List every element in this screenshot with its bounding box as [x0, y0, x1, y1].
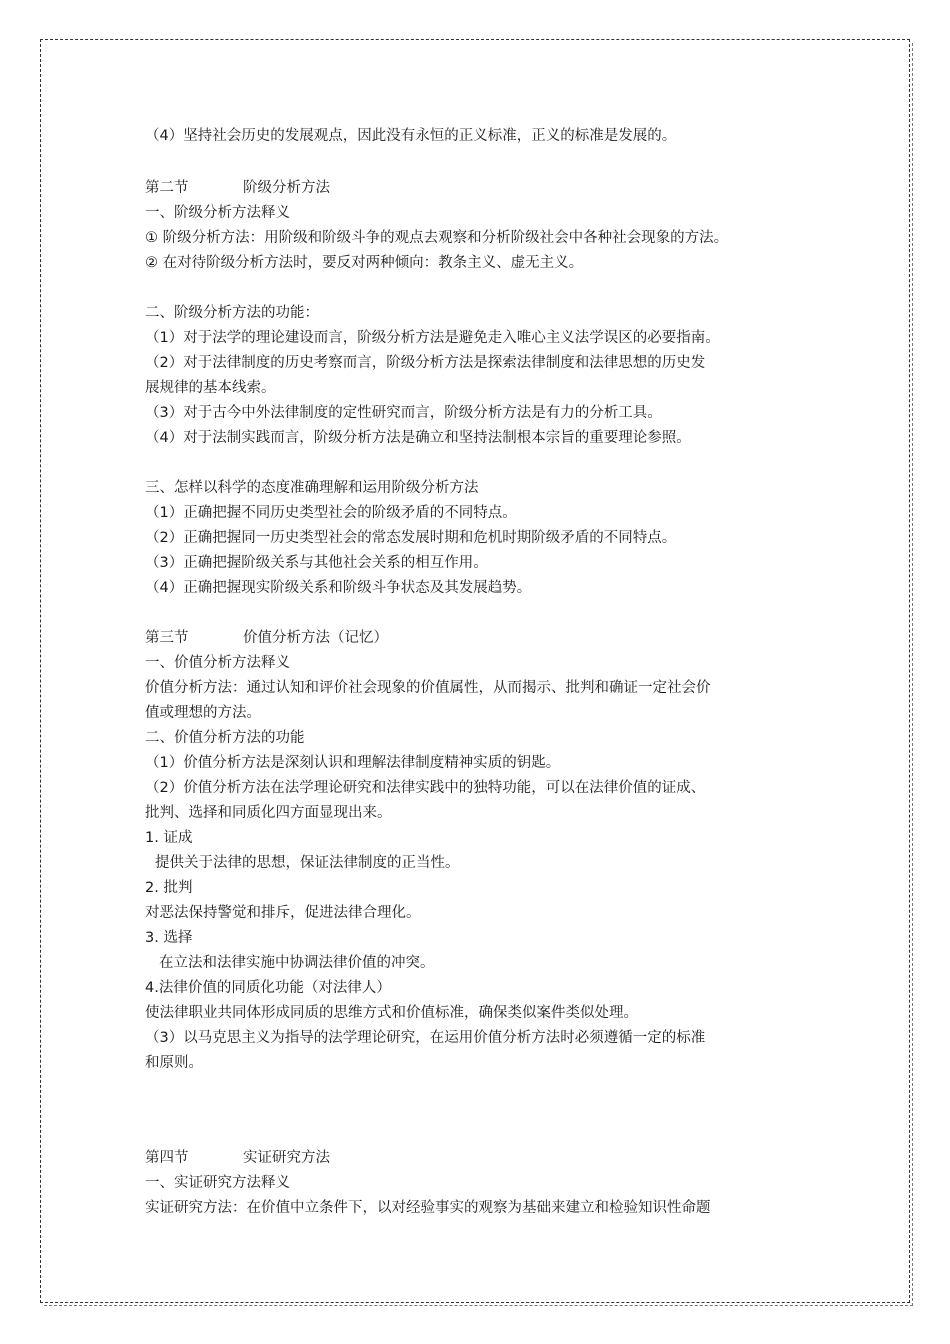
text-line: 值或理想的方法。 — [145, 705, 261, 721]
text-line: 展规律的基本线索。 — [145, 380, 276, 396]
text-line: 提供关于法律的思想，保证法律制度的正当性。 — [155, 855, 460, 871]
text-line: 实证研究方法：在价值中立条件下，以对经验事实的观察为基础来建立和检验知识性命题 — [145, 1200, 711, 1216]
text-line: （4）坚持社会历史的发展观点，因此没有永恒的正义标准，正义的标准是发展的。 — [145, 128, 677, 144]
section-heading: 第二节 阶级分析方法 — [145, 180, 330, 196]
subheading: 一、价值分析方法释义 — [145, 655, 290, 671]
text-line: 4.法律价值的同质化功能（对法律人） — [145, 980, 391, 996]
text-line: （4）正确把握现实阶级关系和阶级斗争状态及其发展趋势。 — [145, 580, 532, 596]
text-line: （1）正确把握不同历史类型社会的阶级矛盾的不同特点。 — [145, 505, 517, 521]
text-line: 价值分析方法：通过认知和评价社会现象的价值属性，从而揭示、批判和确证一定社会价 — [145, 680, 711, 696]
text-line: （3）对于古今中外法律制度的定性研究而言，阶级分析方法是有力的分析工具。 — [145, 405, 662, 421]
text-line: （1）价值分析方法是深刻认识和理解法律制度精神实质的钥匙。 — [145, 755, 561, 771]
subheading: 三、怎样以科学的态度准确理解和运用阶级分析方法 — [145, 480, 479, 496]
text-line: ① 阶级分析方法：用阶级和阶级斗争的观点去观察和分析阶级社会中各种社会现象的方法。 — [145, 230, 729, 246]
subheading: 一、实证研究方法释义 — [145, 1175, 290, 1191]
text-line: 1. 证成 — [145, 830, 193, 846]
subheading: 二、阶级分析方法的功能： — [145, 305, 319, 321]
section-heading: 第四节 实证研究方法 — [145, 1150, 330, 1166]
text-line: 对恶法保持警觉和排斥，促进法律合理化。 — [145, 905, 421, 921]
text-line: （2）对于法律制度的历史考察而言，阶级分析方法是探索法律制度和法律思想的历史发 — [145, 355, 706, 371]
text-line: （3）以马克思主义为指导的法学理论研究，在运用价值分析方法时必须遵循一定的标准 — [145, 1030, 706, 1046]
text-line: （2）正确把握同一历史类型社会的常态发展时期和危机时期阶级矛盾的不同特点。 — [145, 530, 677, 546]
text-line: 批判、选择和同质化四方面显现出来。 — [145, 805, 392, 821]
subheading: 二、价值分析方法的功能 — [145, 730, 305, 746]
text-line: 和原则。 — [145, 1055, 203, 1071]
section-heading: 第三节 价值分析方法（记忆） — [145, 630, 388, 646]
subheading: 一、阶级分析方法释义 — [145, 205, 290, 221]
text-line: ② 在对待阶级分析方法时，要反对两种倾向：教条主义、虚无主义。 — [145, 255, 584, 271]
text-line: 在立法和法律实施中协调法律价值的冲突。 — [159, 955, 435, 971]
text-line: 3. 选择 — [145, 930, 193, 946]
text-line: 2. 批判 — [145, 880, 193, 896]
text-line: （3）正确把握阶级关系与其他社会关系的相互作用。 — [145, 555, 488, 571]
text-line: （1）对于法学的理论建设而言，阶级分析方法是避免走入唯心主义法学误区的必要指南。 — [145, 330, 720, 346]
text-line: （4）对于法制实践而言，阶级分析方法是确立和坚持法制根本宗旨的重要理论参照。 — [145, 430, 691, 446]
text-line: 使法律职业共同体形成同质的思维方式和价值标准，确保类似案件类似处理。 — [145, 1005, 638, 1021]
text-line: （2）价值分析方法在法学理论研究和法律实践中的独特功能，可以在法律价值的证成、 — [145, 780, 706, 796]
